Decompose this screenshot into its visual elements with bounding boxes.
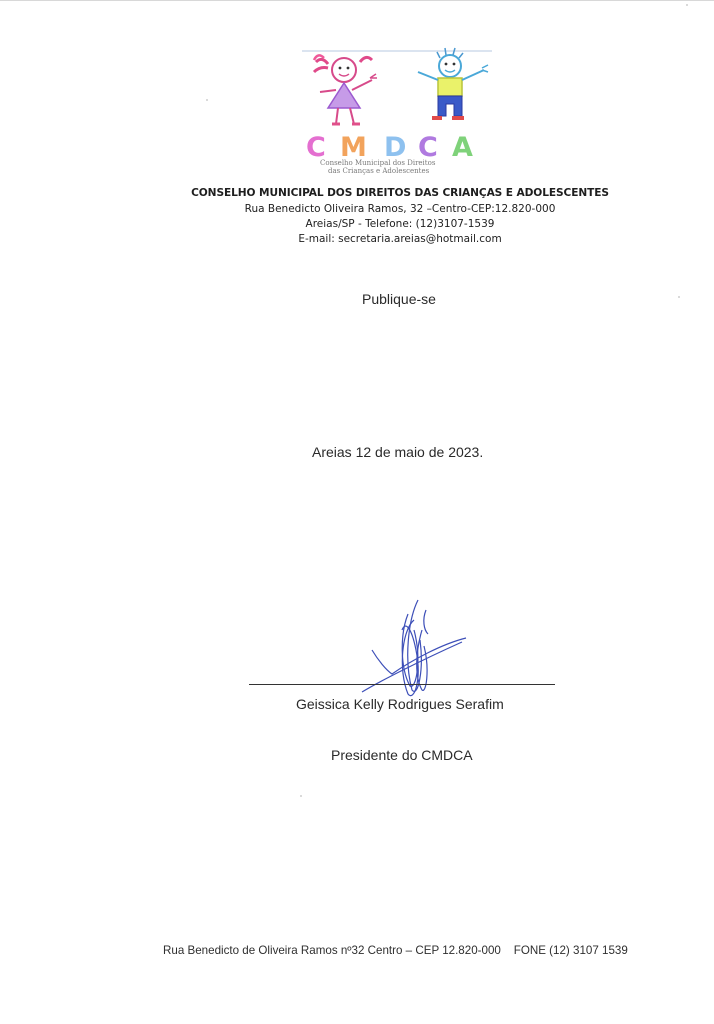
logo-subtitle-2: das Crianças e Adolescentes [328,167,430,175]
date-line: Areias 12 de maio de 2023. [312,444,484,460]
logo-letter: M [340,132,367,163]
logo-letter: C [418,132,438,163]
signature-line [249,684,555,685]
council-name: CONSELHO MUNICIPAL DOS DIREITOS DAS CRIANÇAS E ADOLESCENTES [191,187,609,199]
cmdca-logo [298,46,496,176]
scan-speck [686,4,688,6]
handwritten-signature [352,590,482,702]
scan-speck [678,296,680,298]
logo-letter: A [452,132,473,163]
signer-role: Presidente do CMDCA [331,747,473,763]
boy-drawing-icon [418,48,488,118]
logo-subtitle-1: Conselho Municipal dos Direitos [320,159,436,167]
scan-speck [206,99,208,101]
scan-speck [300,795,302,797]
girl-drawing-icon [314,55,377,124]
signer-name: Geissica Kelly Rodrigues Serafim [296,696,504,712]
page-top-edge [0,0,714,1]
footer-address: Rua Benedicto de Oliveira Ramos nº32 Centro – CEP 12.820-000 FONE (12) 3107 1539 [163,944,628,957]
logo-letter: D [384,132,407,163]
logo-letter: C [306,132,326,163]
council-address: Rua Benedicto Oliveira Ramos, 32 –Centro-CEP:12.820-000 [244,203,556,215]
publique-text: Publique-se [362,291,436,307]
council-email: E-mail: secretaria.areias@hotmail.com [298,233,502,245]
council-city-phone: Areias/SP - Telefone: (12)3107-1539 [305,218,495,230]
